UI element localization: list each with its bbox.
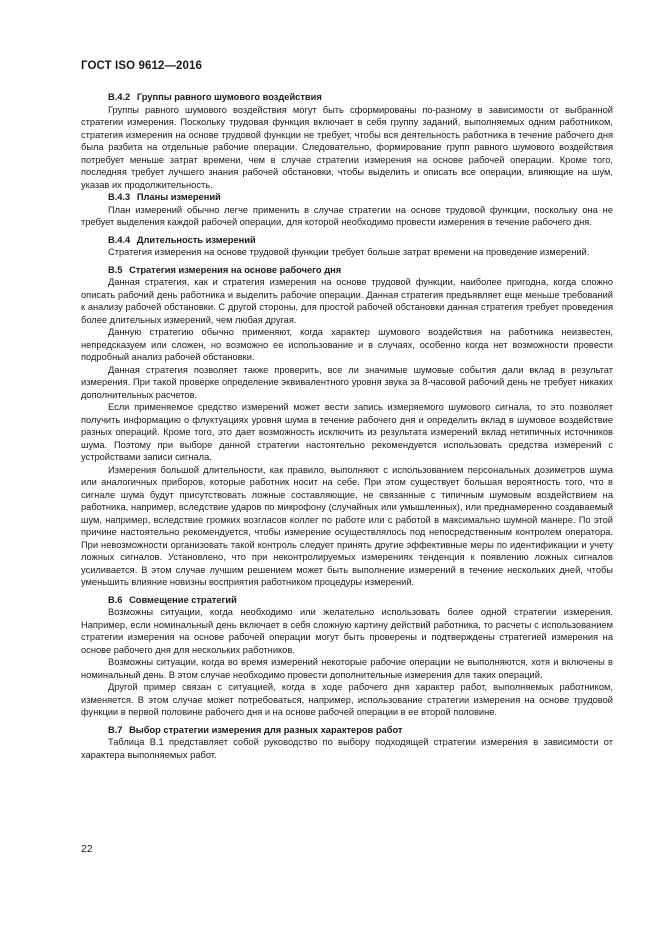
section-number: B.5: [108, 264, 123, 275]
section-heading: [81, 594, 613, 607]
section-heading: [81, 91, 613, 104]
section-title: Длительность измерений: [136, 234, 256, 245]
paragraph: Данную стратегию обычно применяют, когда характер шумового воздействия на работника неизвестен, непредсказуем или сложен, но возможно ее использование и в случаях, особенно когда нет возможности провести подробный анализ рабочей обстановки.: [81, 327, 613, 362]
section-heading: [81, 234, 613, 247]
section-number: B.6: [108, 594, 123, 605]
paragraph: Данная стратегия, как и стратегия измерения на основе трудовой функции, наиболее пригодна, когда сложно описать рабочий день работника и выделить рабочие операции. Данная стратегия предъявляет еще меньше требований к анализу рабочей обстановки. С другой стороны, для простой рабочей обстановки данная стратегия требует проведения более длительных измерений, чем любая другая.: [81, 277, 613, 325]
section-title: Стратегия измерения на основе рабочего дня: [129, 264, 342, 275]
paragraph: Если применяемое средство измерений может вести запись измеряемого шумового сигнала, то это позволяет получить информацию о флуктуациях уровня шума в течение рабочего дня и определить вклад в шумовое воздействие разных операций. Кроме того, это дает возможность исключить из результата измерений вклад нетипичных источников шума. Поэтому при выборе данной стратегии настоятельно рекомендуется использовать средства измерений с устройствами записи сигнала.: [81, 402, 613, 462]
section-title: Группы равного шумового воздействия: [136, 92, 322, 102]
section-number: B.4.3: [108, 192, 131, 202]
paragraph: Другой пример связан с ситуацией, когда в ходе рабочего дня характер работ, выполняемых работником, изменяется. В этом случае может потребоваться, например, использование стратегии измерения на основе трудовой функции в первой половине рабочего дня и на основе рабочей операции в ее второй половине.: [81, 682, 613, 717]
section-number: B.7: [108, 724, 123, 735]
document-body: [81, 91, 613, 761]
section-heading: [81, 724, 613, 737]
paragraph: Измерения большой длительности, как правило, выполняют с использованием персональных дозиметров шума или аналогичных приборов, которые работник носит на себе. При этом существует большая вероятность того, что в сигнале шума будут присутствовать ложные составляющие, не связанные с типичным шумовым воздействием на работника, например, вследствие ударов по микрофону (случайных или умышленных), или преднамеренно создаваемый шум, например, вследствие громких возгласов коллег по работе или с работой в максимально шумной манере. По этой причине настоятельно рекомендуется, чтобы измерение осуществлялось под непосредственным контролем оператора. При невозможности организовать такой контроль следует принять другие эффективные меры по идентификации и учету ложных сигналов. Установлено, что при неконтролируемых измерениях тенденция к появлению ложных сигналов усиливается. В этом случае лучшим решением может быть выполнение измерений в течение нескольких дней, чтобы уменьшить влияние новизны восприятия работником процедуры измерений.: [81, 464, 613, 587]
section-title: Выбор стратегии измерения для разных характеров работ: [129, 724, 403, 735]
section-heading: [81, 264, 613, 277]
paragraph: План измерений обычно легче применить в случае стратегии на основе трудовой функции, поскольку она не требует выделения каждой рабочей операции, для которой необходимо провести измерения в течение рабочего дня.: [81, 204, 613, 227]
paragraph: Стратегия измерения на основе трудовой функции требует больше затрат времени на проведение измерений.: [108, 247, 590, 257]
paragraph: Таблица В.1 представляет собой руководство по выбору подходящей стратегии измерения в зависимости от характера выполняемых работ.: [81, 737, 613, 760]
paragraph: Возможны ситуации, когда во время измерений некоторые рабочие операции не выполняются, хотя и включены в номинальный день. В этом случае необходимо провести дополнительные измерения для таких операций.: [81, 657, 613, 680]
section-number: B.4.4: [108, 234, 131, 245]
paragraph: Данная стратегия позволяет также проверить, все ли значимые шумовые события дали вклад в результат измерения. При такой проверке определение эквивалентного уровня звука за 8-часовой рабочий день не требует никаких дополнительных расчетов.: [81, 364, 613, 400]
section-title: Планы измерений: [136, 192, 221, 202]
paragraph: Группы равного шумового воздействия могут быть сформированы по-разному в зависимости от выбранной стратегии измерения. Поскольку трудовая функция включает в себя группу заданий, выполняемых одним работником, стратегия измерения на основе трудовой функции не требует, чтобы вся деятельность работника в течение рабочего дня была разбита на отдельные рабочие операции. Следовательно, формирование групп равного шумового воздействия потребует меньше затрат времени, чем в случае стратегии измерения на основе рабочей операции. Кроме того, последняя требует лучшего знания рабочей обстановки, чтобы выделить и описать все операции, влияющие на шум, указав их продолжительность.: [81, 104, 613, 190]
page-number: 22: [81, 843, 93, 855]
paragraph: Возможны ситуации, когда необходимо или желательно использовать более одной стратегии измерения. Например, если номинальный день включает в себя сложную картину действий работника, то расчеты с использованием стратегии измерения на основе рабочей операции могут быть проверены и подтверждены стратегией измерения на основе рабочего дня для нескольких работников.: [81, 607, 613, 655]
section-heading: [81, 191, 613, 204]
section-title: Совмещение стратегий: [129, 594, 237, 605]
section-number: B.4.2: [108, 92, 131, 102]
standard-designation: ГОСТ ISO 9612—2016: [81, 60, 203, 72]
